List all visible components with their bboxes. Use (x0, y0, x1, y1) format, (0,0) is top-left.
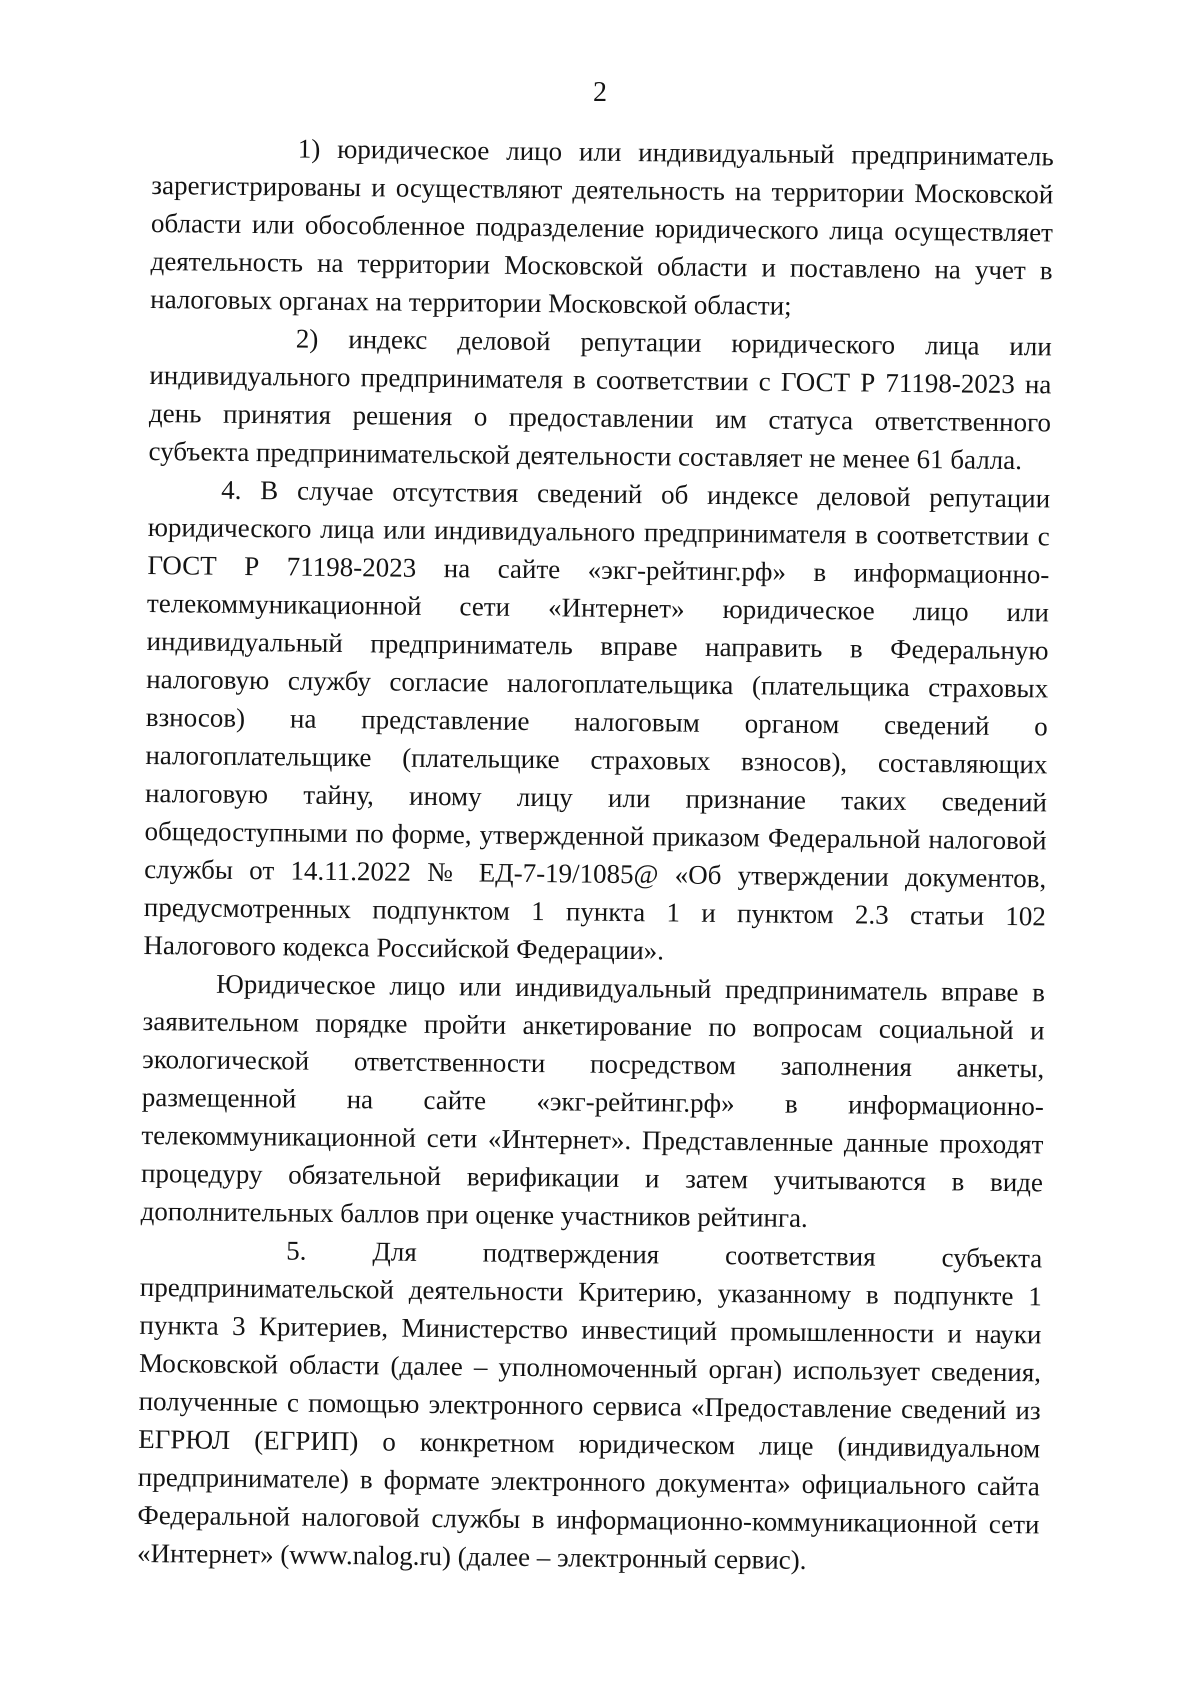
item-number: 5. (286, 1235, 307, 1266)
paragraph-section-4 (143, 470, 1050, 973)
paragraph-item-1 (150, 128, 1054, 327)
page-number: 2 (593, 77, 607, 108)
document-body (137, 128, 1054, 1581)
paragraph-item-2 (148, 318, 1052, 479)
paragraph-text: Для подтверждения соответствия субъекта предпринимательской деятельности Критерию, указанному в подпункте 1 пункта 3 Критериев, Министерство инвестиций промышленности и науки Московской области (далее – уполномоченный орган) использует сведения, полученные с помощью электронного сервиса «Предоставление сведений из ЕГРЮЛ (ЕГРИП) о конкретном юридическом лице (индивидуальном предпринимателе) в формате электронного документа» официального сайта Федеральной налоговой службы в информационно-коммуникационной сети «Интернет» (www.nalog.ru) (далее – электронный сервис). (136, 1236, 1043, 1575)
paragraph-text: Юридическое лицо или индивидуальный предприниматель вправе в заявительном порядке пройти анкетирование по вопросам социальной и экологической ответственности посредством заполнения анкеты, размещенной на сайте «экг-рейтинг.рф» в информационно-телекоммуникационной сети «Интернет». Представленные данные проходят процедуру обязательной верификации и затем учитываются в виде дополнительных баллов при оценке участников рейтинга. (140, 968, 1046, 1233)
paragraph-text: юридическое лицо или индивидуальный предприниматель зарегистрированы и осуществляют деятельность на территории Московской области или обособленное подразделение юридического лица осуществляет деятельность на территории Московской области и поставлено на учет в налоговых органах на территории Московской области; (150, 133, 1054, 321)
paragraph-survey (140, 964, 1045, 1239)
item-number: 1) (297, 133, 321, 164)
paragraph-text: индекс деловой репутации юридического лица или индивидуального предпринимателя в соответствии с ГОСТ Р 71198-2023 на день принятия решения о предоставлении им статуса ответственного субъекта предпринимательской деятельности составляет не менее 61 балла. (148, 324, 1052, 476)
item-number: 2) (295, 323, 319, 354)
paragraph-section-5 (137, 1230, 1043, 1581)
paragraph-text: 4. В случае отсутствия сведений об индексе деловой репутации юридического лица или индивидуального предпринимателя в соответствии с ГОСТ Р 71198-2023 на сайте «экг-рейтинг.рф» в информационно-телекоммуникационной сети «Интернет» юридическое лицо или индивидуальный предприниматель вправе направить в Федеральную налоговую службу согласие налогоплательщика (плательщика страховых взносов) на представление налоговым органом сведений о налогоплательщике (плательщике страховых взносов), составляющих налоговую тайну, иному лицу или признание таких сведений общедоступными по форме, утвержденной приказом Федеральной налоговой службы от 14.11.2022 № ЕД-7-19/1085@ «Об утверждении документов, предусмотренных подпунктом 1 пункта 1 и пунктом 2.3 статьи 102 Налогового кодекса Российской Федерации». (143, 474, 1051, 966)
